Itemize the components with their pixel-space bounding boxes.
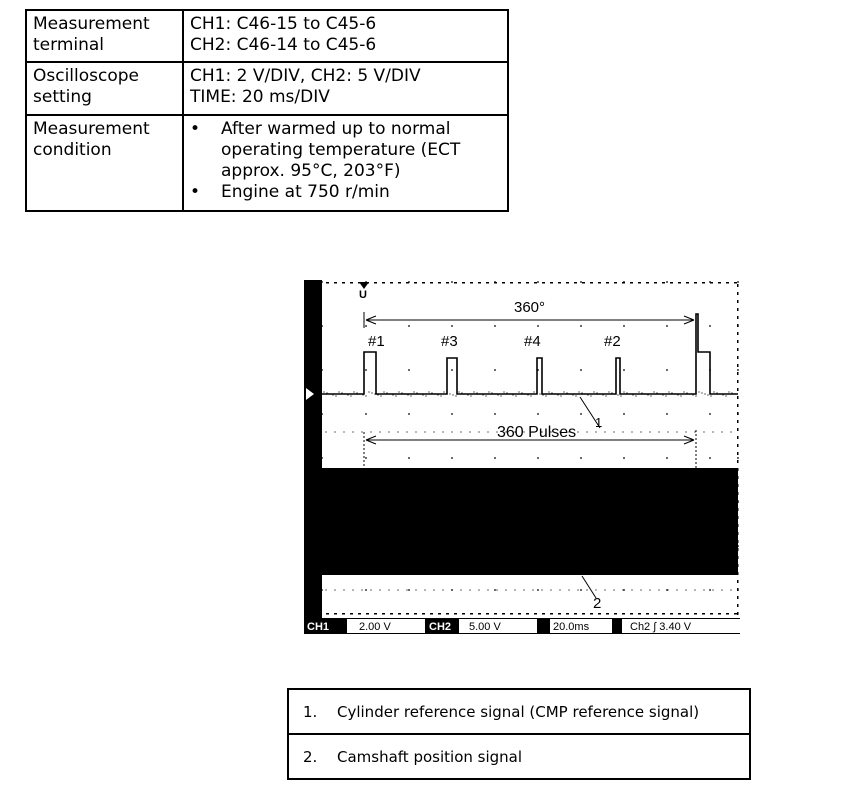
condition-line: • Engine at 750 r/min <box>221 181 390 202</box>
cylinder-label-2: #2 <box>604 333 621 350</box>
trigger-marker-glyph: U <box>359 289 367 301</box>
spec-label-condition <box>26 115 183 211</box>
callout-2-label: 2 <box>593 595 602 612</box>
condition-list <box>190 119 501 203</box>
label-line: condition <box>33 139 112 160</box>
spec-value-terminal <box>183 10 508 62</box>
cylinder-label-1: #1 <box>368 333 385 350</box>
spec-label-oscilloscope <box>26 62 183 114</box>
status-time-value: 20.0ms <box>553 621 590 633</box>
spec-label-terminal <box>26 10 183 62</box>
legend-number: 2. <box>303 747 318 766</box>
legend-text: Cylinder reference signal (CMP reference signal) <box>337 702 700 721</box>
status-ch2-tag: CH2 <box>429 621 452 633</box>
signal-legend-table <box>287 688 751 780</box>
ch1-trace <box>322 314 738 394</box>
label-line: setting <box>33 87 92 108</box>
legend-item-2 <box>288 734 750 779</box>
legend-number: 1. <box>303 702 318 721</box>
condition-item <box>190 182 501 203</box>
status-trigger-value: Ch2 ∫ 3.40 V <box>630 621 692 633</box>
scope-left-edge <box>304 280 322 620</box>
cylinder-label-3: #3 <box>441 333 458 350</box>
spec-row-oscilloscope <box>26 62 508 114</box>
label-line: Measurement <box>33 14 150 34</box>
oscilloscope-display <box>304 280 740 634</box>
condition-line: • After warmed up to normal <box>221 118 451 139</box>
value-line: CH1: 2 V/DIV, CH2: 5 V/DIV <box>190 66 421 87</box>
ch2-trace-band <box>322 468 738 574</box>
spec-row-condition <box>26 115 508 211</box>
status-ch2-value: 5.00 V <box>469 621 501 633</box>
condition-line: approx. 95°C, 203°F) <box>221 160 401 181</box>
cycle-label: 360° <box>514 299 546 316</box>
legend-row <box>288 689 750 734</box>
spec-row-terminal <box>26 10 508 62</box>
status-ch1-tag: CH1 <box>307 621 330 633</box>
value-line: CH1: C46-15 to C45-6 <box>190 14 377 34</box>
condition-line: operating temperature (ECT <box>221 139 461 160</box>
label-line: terminal <box>33 35 105 55</box>
pulses-label: 360 Pulses <box>497 424 577 441</box>
legend-row <box>288 734 750 779</box>
spec-value-oscilloscope <box>183 62 508 114</box>
callout-1-label: 1 <box>595 415 603 430</box>
legend-item-1 <box>288 689 750 734</box>
label-line: Oscilloscope <box>33 66 140 87</box>
value-line: TIME: 20 ms/DIV <box>190 87 330 108</box>
cylinder-label-4: #4 <box>524 333 541 350</box>
legend-text: Camshaft position signal <box>337 747 523 766</box>
condition-item <box>190 119 501 182</box>
label-line: Measurement <box>33 118 150 139</box>
value-line: CH2: C46-14 to C45-6 <box>190 35 377 55</box>
measurement-spec-table <box>25 9 509 212</box>
spec-value-condition <box>183 115 508 211</box>
status-ch1-value: 2.00 V <box>359 621 391 633</box>
